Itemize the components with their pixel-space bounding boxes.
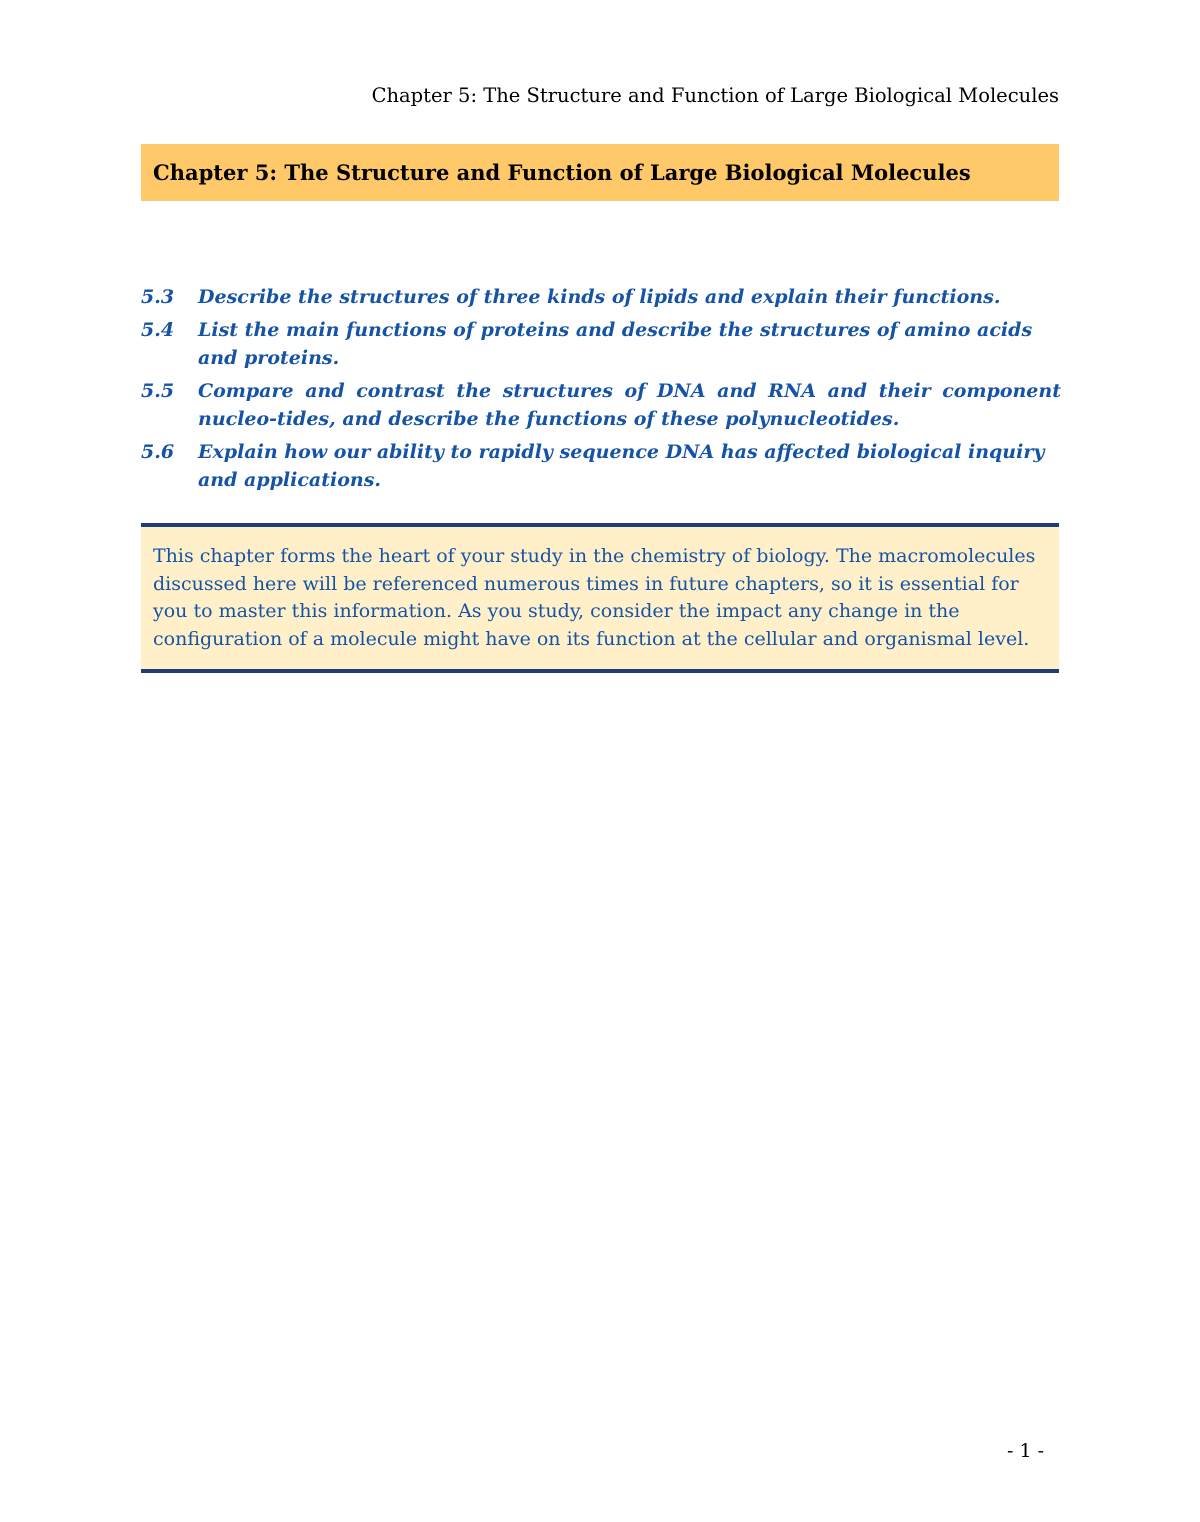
chapter-intro-box bbox=[141, 523, 1059, 673]
objective-number: 5.5 bbox=[141, 380, 175, 402]
objective-number: 5.6 bbox=[141, 441, 175, 463]
objective-text: Explain how our ability to rapidly sequence DNA has affected biological inquiry and applications. bbox=[198, 441, 1045, 491]
objective-number: 5.4 bbox=[141, 319, 175, 341]
page-number: - 1 - bbox=[1006, 1440, 1044, 1462]
objective-text: Compare and contrast the structures of DNA and RNA and their component nucleo-tides, and describe the functions of these polynucleotides. bbox=[198, 380, 1061, 430]
objective-number: 5.3 bbox=[141, 286, 175, 308]
learning-objectives-list bbox=[141, 283, 1061, 499]
chapter-intro-text: This chapter forms the heart of your study in the chemistry of biology. The macromolecules discussed here will be referenced numerous times in future chapters, so it is essential for you to master this information. As you study, consider the impact any change in the configuration of a molecule might have on its function at the cellular and organismal level. bbox=[153, 545, 1036, 650]
objective-item bbox=[141, 438, 1061, 494]
objective-item bbox=[141, 377, 1061, 433]
objective-item bbox=[141, 316, 1061, 372]
chapter-title-banner bbox=[141, 144, 1059, 201]
objective-text: Describe the structures of three kinds of lipids and explain their functions. bbox=[198, 286, 1001, 308]
objective-text: List the main functions of proteins and describe the structures of amino acids and proteins. bbox=[198, 319, 1033, 369]
running-header: Chapter 5: The Structure and Function of Large Biological Molecules bbox=[371, 84, 1059, 107]
objective-item bbox=[141, 283, 1061, 311]
chapter-title: Chapter 5: The Structure and Function of Large Biological Molecules bbox=[153, 160, 971, 185]
